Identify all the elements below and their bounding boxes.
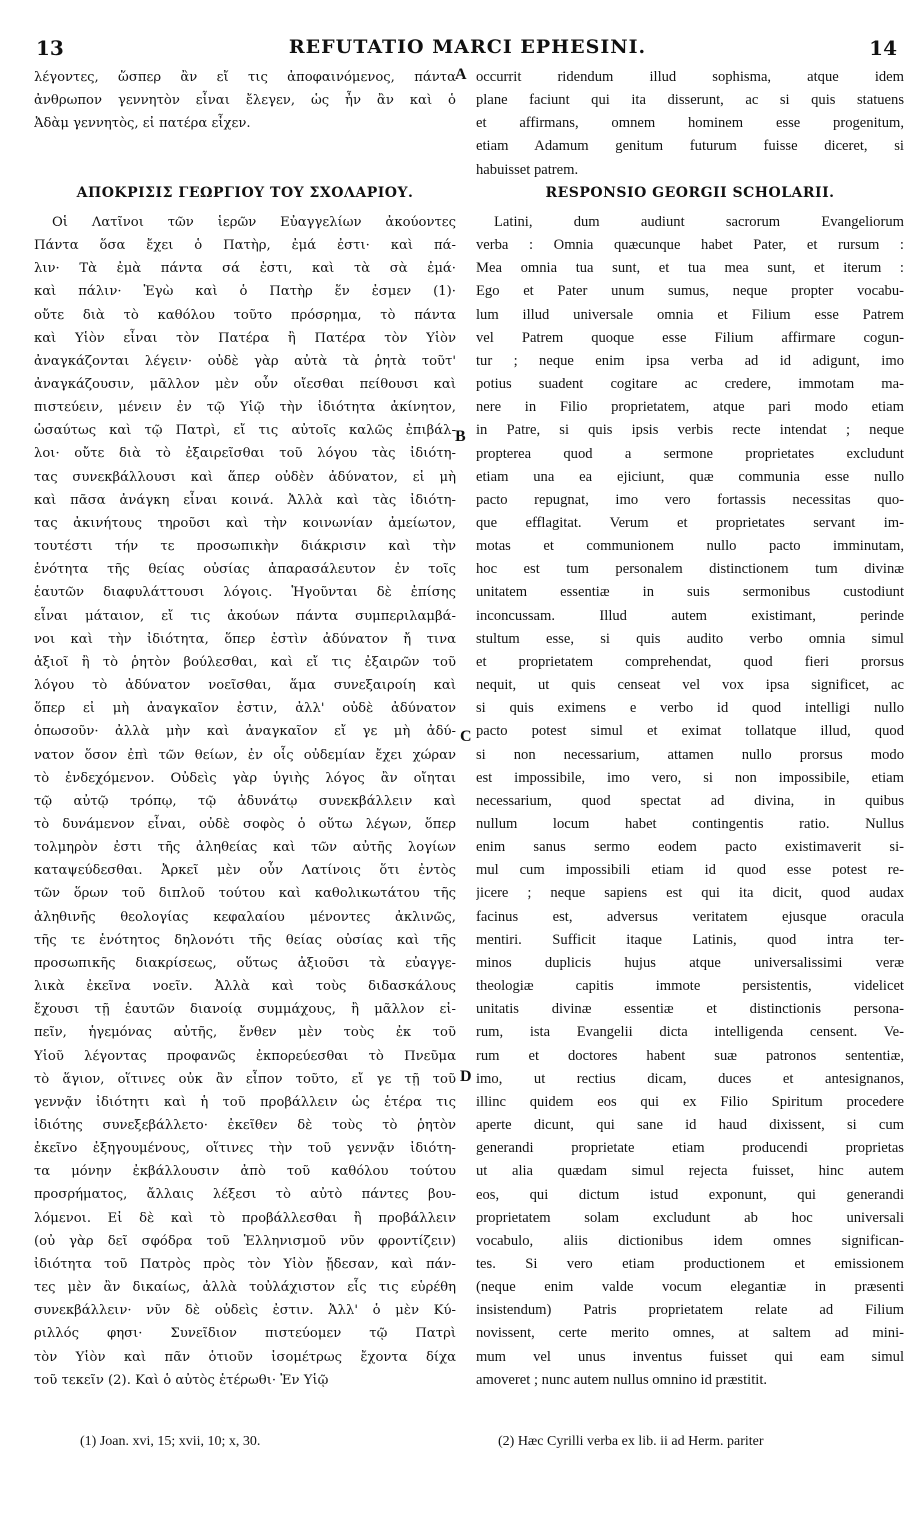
text-line: συνεκβάλλειν· νῦν δὲ οὐδεὶς ἐστιν. Ἀλλ' ὁ μὲν Κύ- [34, 1303, 456, 1319]
text-line: Οἱ Λατῖνοι τῶν ἱερῶν Εὐαγγελίων ἀκούοντες [52, 214, 456, 230]
text-line: Latini, dum audiunt sacrorum Evangeliorum [494, 213, 904, 230]
text-line: λοι· οὔτε διὰ τὸ ἐξαιρεῖσθαι τοῦ λόγου τὰς ἰδιότη- [34, 446, 456, 462]
intro-line: ἀνθρωπον γεννητὸν εἶναι ἔλεγεν, ὡς ἦν ἂν καὶ ὁ [34, 93, 456, 109]
margin-letter-d: D [460, 1068, 472, 1085]
text-line: mum vel unus inventus fuisset qui eam simul [476, 1348, 904, 1365]
text-line: si quis eximens e verbo id quod intelligi nullo [476, 700, 904, 717]
text-line: τὸ δυνάμενον εἶναι, οὐδὲ σοφὸς ὁ οὕτω λέγων, ὅπερ [34, 816, 456, 832]
text-line: potius suadent cogitare ac credere, immotam ma- [476, 376, 904, 393]
greek-column [34, 66, 456, 1392]
text-line: πιστεύειν, μένειν ἐν τῷ Υἱῷ τὴν ἰδιότητα ἀκίνητον, [34, 400, 456, 416]
text-line: theologiæ capitis immote persistentis, videlicet [476, 978, 904, 995]
text-line: ἑαυτῶν διαφυλάττουσι λόγοις. Ἡγοῦνται δὲ ἐπίσης [34, 585, 456, 601]
text-line: ut alia quædam simul rejecta fuisset, hinc autem [476, 1163, 904, 1180]
text-line: proprietatem solam excludunt ab hoc universali [476, 1209, 904, 1226]
text-line: nere in Filio proprietatem, atque pari modo etiam [476, 399, 904, 416]
running-head [30, 36, 905, 66]
text-line: propterea quod a sermone proprietates excludunt [476, 445, 904, 462]
text-line: inconcussam. Illud autem existimant, perinde [476, 607, 904, 624]
text-line: ἔχουσι τῇ ἑαυτῶν διανοίᾳ συμμάχους, ἢ μᾶλλον εἰ- [34, 1002, 456, 1018]
text-line: ἀξιοῖ ἢ τὸ ῥητὸν βούλεσθαι, καὶ εἴ τις ἐξαιρῶν τοῦ [34, 654, 456, 670]
text-line: tes. Si vero etiam productionem et emissionem [476, 1255, 904, 1272]
text-line: λόμενοι. Εἰ δὲ καὶ τὸ προβάλλεσθαι ἢ προβάλλειν [34, 1210, 456, 1226]
text-line: καὶ πᾶσα ἀνάγκη εἶναι κοινά. Ἀλλὰ καὶ τὰς ἰδιότη- [34, 492, 456, 508]
margin-letter-c: C [460, 728, 472, 745]
section-heading: RESPONSIO GEORGII SCHOLARII. [545, 184, 835, 201]
text-line: minos duplicis hujus atque universalissimi veræ [476, 954, 904, 971]
text-line: ἰδιότης συνεξεβάλλετο· ἐκεῖθεν δὲ τοὺς τὸ ῥητὸν [34, 1118, 456, 1133]
text-line: que efflagitat. Verum et proprietates servant im- [476, 514, 904, 531]
text-line: Υἱοῦ λέγοντας προφανῶς ἐκπορεύεσθαι τὸ Πνεῦμα [34, 1048, 456, 1064]
text-line: tur ; neque enim ipsa verba ad id adigunt, imo [476, 352, 904, 369]
text-line: rum et doctores habent suæ patronos sententiæ, [476, 1047, 904, 1064]
running-title: REFUTATIO MARCI EPHESINI. [288, 36, 647, 58]
text-line: καὶ πάλιν· Ἐγὼ καὶ ὁ Πατὴρ ἕν ἐσμεν (1)· [34, 284, 456, 300]
text-line: τῶν ὅρων τοῦ διπλοῦ τούτου καὶ καθολικωτάτου τῆς [34, 886, 456, 902]
text-line: τοῦ τεκεῖν (2). Καὶ ὁ αὐτὸς ἑτέρωθι· Ἐν Υἱῷ [34, 1372, 329, 1388]
page-number-left: 13 [36, 36, 64, 60]
intro-line: plane faciunt qui ita disserunt, ac si quis statuens [476, 92, 904, 109]
text-line: mul cum impossibili etiam id quod esse potest re- [476, 862, 904, 879]
text-line: τῆς τε ἑνότητος δηλονότι τῆς θείας οὐσίας καὶ τῆς [34, 932, 456, 948]
intro-line: et affirmans, omnem hominem esse progenitum, [476, 115, 904, 132]
text-line: vocabulo, aliis dictionibus idem omnes significan- [476, 1232, 904, 1249]
text-line: et proprietatem comprehendat, quod fieri prorsus [476, 653, 904, 670]
text-line: imo, ut rectius dicam, duces et antesignanos, [476, 1070, 904, 1087]
text-line: si non necessarium, attamen nullo prorsus modo [476, 746, 904, 763]
text-line: προσωπικῆς διακρίσεως, οὕτως ἀξιοῦσι τὰ εὐαγγε- [34, 955, 456, 971]
text-line: est impossibile, imo vero, si non impossibile, etiam [476, 769, 904, 786]
text-line: ἐκεῖνο ἐξηγουμένους, οἵτινες τὴν τοῦ γεννᾷν ἰδιότη- [34, 1141, 456, 1157]
text-line: Ego et Pater unum sumus, neque propter vocabu- [476, 283, 904, 300]
text-line: illinc quidem eos qui ex Filio Spiritum procedere [476, 1093, 904, 1110]
text-line: τῷ αὐτῷ τρόπῳ, τῷ ἀδυνάτῳ συνεκβάλλειν καὶ [34, 793, 456, 809]
text-line: aperte dicunt, qui sane id haud dixissent, si cum [476, 1117, 904, 1134]
text-line: λικὰ ἐκεῖνα νοεῖν. Ἀλλὰ καὶ τοὺς διδασκάλους [34, 979, 456, 995]
text-line: lum illud universale omnia et Filium esse Patrem [476, 306, 904, 323]
text-line: nullum locum habet contingentis ratio. Nullus [476, 816, 904, 832]
text-line: generandi proprietate etiam producendi proprietas [476, 1140, 904, 1157]
text-line: stultum esse, si quis audito verbo omnia simul [476, 630, 904, 647]
text-line: Πάντα ὅσα ἔχει ὁ Πατὴρ, ἐμά ἐστι· καὶ πά- [34, 238, 456, 254]
text-line: amoveret ; nunc autem nullus omnino id præstitit. [476, 1371, 768, 1388]
text-line: τὸ ἅγιον, οἵτινες οὐκ ἂν εἶπον τοῦτο, εἴ γε τῇ τοῦ [34, 1071, 456, 1087]
text-line: πεῖν, ἡγεμόνας αὐτῆς, ἔνθεν μὲν τοὺς ἐκ τοῦ [34, 1025, 456, 1041]
text-line: νοι καὶ τὴν ἰδιότητα, ὅπερ ἐστὶν ἀδύνατον ἤ τινα [34, 631, 456, 647]
text-line: Mea omnia tua sunt, et tua mea sunt, et iterum : [476, 260, 904, 277]
text-line: unitatis divinæ essentiæ et distinctionis persona- [476, 1001, 904, 1018]
text-line: in Patre, si quis ipsis verbis recte intendat ; neque [476, 422, 904, 439]
text-line: necessarium, quod spectat ad divina, in quibus [476, 792, 904, 809]
text-line: rum, ista Evangelii dicta intelligenda censent. Ve- [476, 1024, 904, 1041]
section-gap [34, 159, 456, 182]
text-line: hoc est tum personalem distinctionem tum divinæ [476, 561, 904, 578]
text-line: τὸ ἐνδεχόμενον. Οὐδεὶς γὰρ ὑγιὴς λόγος ἂν οἴηται [34, 770, 456, 786]
text-line: ἀναγκάζονται λέγειν· οὐδὲ γὰρ αὐτὰ τὰ ῥητὰ τοῦτ' [34, 353, 456, 369]
intro-line: occurrit ridendum illud sophisma, atque idem [476, 69, 904, 85]
text-line: τας ἀκινήτους τηροῦσι καὶ τὴν κοινωνίαν ἀμείωτον, [34, 515, 456, 531]
text-line: insistendum) Patris proprietatem relate ad Filium [476, 1302, 904, 1319]
page-number-right: 14 [869, 36, 897, 60]
text-line: jicere ; neque sapiens est qui ita dicit, quod audax [476, 885, 904, 902]
text-line: λιν· Τὰ ἐμὰ πάντα σά ἐστι, καὶ τὰ σὰ ἐμά· [34, 261, 456, 277]
text-line: εἶναι μάταιον, εἴ τις ἀκούων πάντα συμπεριλαμβά- [34, 608, 456, 624]
footnote-latin: (2) Hæc Cyrilli verba ex lib. ii ad Herm. pariter [498, 1434, 764, 1449]
text-line: τὸν Υἱὸν καὶ πᾶν ὁτιοῦν ἰσομέτρως ἔχοντα δίχα [34, 1349, 456, 1365]
text-line: ἀληθινῆς θεολογίας κεφαλαίου μένοντες ἀκλινῶς, [34, 909, 456, 925]
text-line: τες μὲν ἂν δικαίως, ἀλλὰ τοὐλάχιστον εἷς τις εὑρέθη [34, 1280, 456, 1296]
text-line: γεννᾷν ἰδιότητι καὶ ἡ τοῦ προβάλλειν ὡς ἑτέρα τις [34, 1094, 456, 1110]
section-heading: ΑΠΟΚΡΙΣΙΣ ΓΕΩΡΓΙΟΥ ΤΟΥ ΣΧΟΛΑΡΙΟΥ. [76, 184, 414, 201]
text-line: verba : Omnia quæcunque habet Pater, et rursum : [476, 237, 904, 254]
text-line: (neque enim valde vocum elegantiæ in præsenti [476, 1279, 904, 1296]
text-line: ἀναγκάζουσιν, μᾶλλον μὲν οὖν οἴεσθαι πείθουσι καὶ [34, 377, 456, 392]
text-line: προσρήματος, ἄλλαις λέξεσι τὸ αὐτὸ πάντες βου- [34, 1187, 456, 1203]
intro-line: Ἀδὰμ γεννητὸς, εἰ πατέρα εἶχεν. [34, 116, 251, 132]
text-line: οὔτε διὰ τὸ καθόλου τοῦτο πρόσρημα, τὸ πάντα [34, 307, 456, 323]
intro-line: λέγοντες, ὥσπερ ἂν εἴ τις ἀποφαινόμενος, πάντα [34, 70, 456, 85]
text-line: καταψεύδεσθαι. Ἀρκεῖ μὲν οὖν Λατίνοις ὅτι ἐντὸς [34, 863, 456, 879]
footnote-greek: (1) Joan. xvi, 15; xvii, 10; x, 30. [80, 1434, 261, 1449]
text-line: pacto potest simul et eximat tollatque illud, quod [476, 723, 904, 740]
text-line: ριλλός φησι· Συνεῖδιον πιστεύομεν τῷ Πατρὶ [34, 1326, 456, 1342]
text-line: τα μόνην ἐκβάλλουσιν ἀπὸ τοῦ καθόλου τούτου [34, 1164, 456, 1180]
text-line: enim sanus sermo eodem pacto existimaverit si- [476, 839, 904, 856]
margin-letter-a: A [455, 66, 467, 83]
text-line: τουτέστι τήν τε προσωπικὴν διάκρισιν καὶ τὴν [34, 539, 456, 555]
text-line: eos, qui dictum istud exponunt, qui generandi [476, 1186, 904, 1203]
margin-letter-b: B [455, 428, 466, 445]
text-line: mentiri. Sufficit itaque Latinis, quod intra ter- [476, 931, 904, 948]
text-line: ὁπωσοῦν· ἀλλὰ μὴν καὶ ἀναγκαῖον εἴ γε μὴ ἀδύ- [34, 724, 456, 740]
text-line: νατον ὅσον ἐπὶ τῶν θείων, ἐν οἷς οὐδεμίαν ἔχει χώραν [34, 747, 456, 763]
text-line: ἰδιότητα τοῦ Πατρὸς πρὸς τὸν Υἱὸν ᾔδεσαν, καὶ πάν- [34, 1256, 456, 1272]
text-line: ὅπερ εἰ μὴ ἀναγκαῖον ἐστιν, ἀλλ' οὐδὲ ἀδύνατον [34, 701, 456, 717]
text-line: novissent, certe merito omnes, at saltem ad mini- [476, 1325, 904, 1342]
text-line: motas et communionem nullo pacto imminutam, [476, 538, 904, 555]
text-line: τολμηρὸν ἐστι τῆς ἀληθείας καὶ τῶν αὐτῆς λογίων [34, 840, 456, 856]
text-line: λόγου τὸ ἀδύνατον νοεῖσθαι, ἅμα συνεξαιροίη καὶ [34, 678, 456, 694]
text-line: (οὐ γὰρ δεῖ σφόδρα τοῦ Ἑλληνισμοῦ νῦν φροντίζειν) [34, 1233, 456, 1249]
intro-line: habuisset patrem. [476, 161, 579, 178]
text-line: τας συνεκβάλλουσι καὶ ἅπερ οὐδὲν ἀδύνατον, εἰ μὴ [34, 469, 456, 485]
intro-line: etiam Adamum genitum futurum fuisse diceret, si [476, 138, 904, 155]
text-line: ὡσαύτως καὶ τῷ Πατρὶ, εἴ τις αὐτοῖς καλῶς ἐπιβάλ- [34, 423, 456, 439]
text-line: etiam una ea ejiciunt, quæ communia esse nullo [476, 468, 904, 485]
section-gap [34, 135, 456, 158]
text-line: ἑνότητα τῆς θείας οὐσίας ἀπαρασάλευτον ἐν τοῖς [34, 562, 456, 578]
text-line: pacto repugnat, imo vero fortassis necessitas quo- [476, 491, 904, 508]
latin-column [476, 66, 904, 1392]
text-line: καὶ Υἱὸν εἶναι τὸν Πατέρα ἢ Πατέρα τὸν Υἱὸν [34, 330, 456, 346]
text-line: vel Patrem quoque esse Filium affirmare cogun- [476, 329, 904, 346]
text-line: nequit, ut quis censeat vel vox ipsa significet, ac [476, 677, 904, 694]
text-line: unitatem essentiæ in suis sermonibus custodiunt [476, 584, 904, 601]
text-line: facinus est, adversus veritatem ejusque oracula [476, 908, 904, 925]
